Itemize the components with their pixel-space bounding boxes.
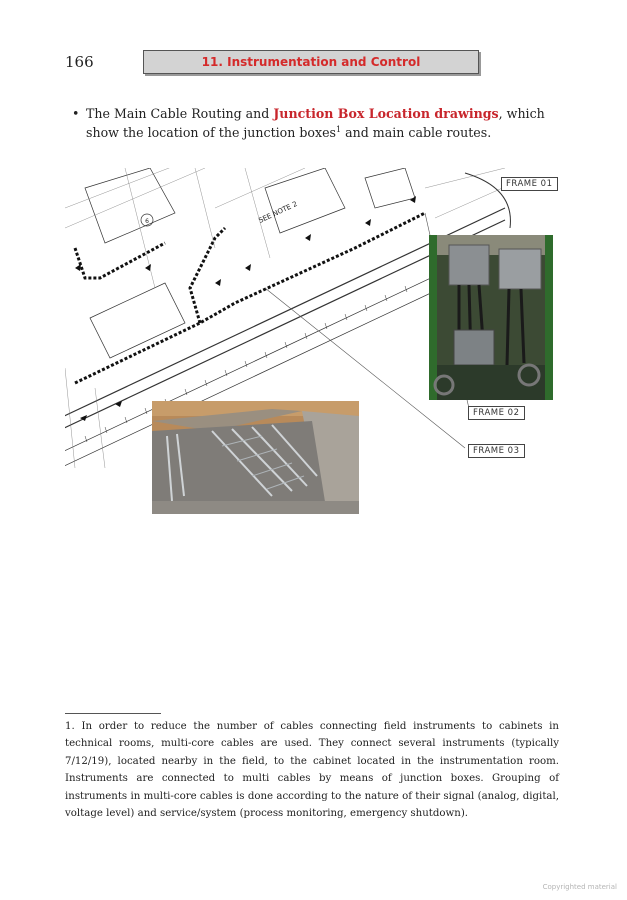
chapter-title: 11. Instrumentation and Control	[201, 55, 421, 69]
drawing-note-label: SEE NOTE 2	[257, 199, 299, 225]
copyright-watermark: Copyrighted material	[542, 883, 617, 891]
drawing-circle-label: 6	[145, 218, 149, 225]
frame-03-label: FRAME 03	[468, 444, 525, 458]
cable-trench-image	[152, 401, 359, 514]
junction-box-photo	[429, 235, 553, 400]
frame-01-label: FRAME 01	[501, 177, 558, 191]
junction-box-image	[429, 235, 553, 400]
bullet-text-start: The Main Cable Routing and	[86, 106, 274, 121]
footnote-divider	[65, 713, 161, 714]
junction-box-link[interactable]: Junction Box Location drawings	[273, 106, 499, 121]
cable-trench-photo	[152, 401, 359, 514]
cable-routing-figure	[65, 168, 560, 518]
footnote-reference[interactable]: 1	[336, 124, 342, 134]
bullet-text-middle: , which show the location of the junction boxes	[86, 106, 545, 140]
bullet-icon: •	[72, 106, 80, 121]
bullet-paragraph	[72, 104, 560, 142]
chapter-header	[143, 50, 479, 74]
page-number: 166	[65, 53, 94, 71]
bullet-text-end: and main cable routes.	[341, 125, 492, 140]
frame-02-label: FRAME 02	[468, 406, 525, 420]
footnote: 1. In order to reduce the number of cables connecting field instruments to cabinets in technical rooms, multi-core cables are used. They connect several instruments (typically 7/12/19), located nearby in the field, to the cabinet located in the instrumentation room. Instruments are connected to multi cables by means of junction boxes. Grouping of instruments in multi-core cables is done according to the nature of their signal (analog, digital, voltage level) and service/system (process monitoring, emergency shutdown).	[65, 721, 559, 820]
